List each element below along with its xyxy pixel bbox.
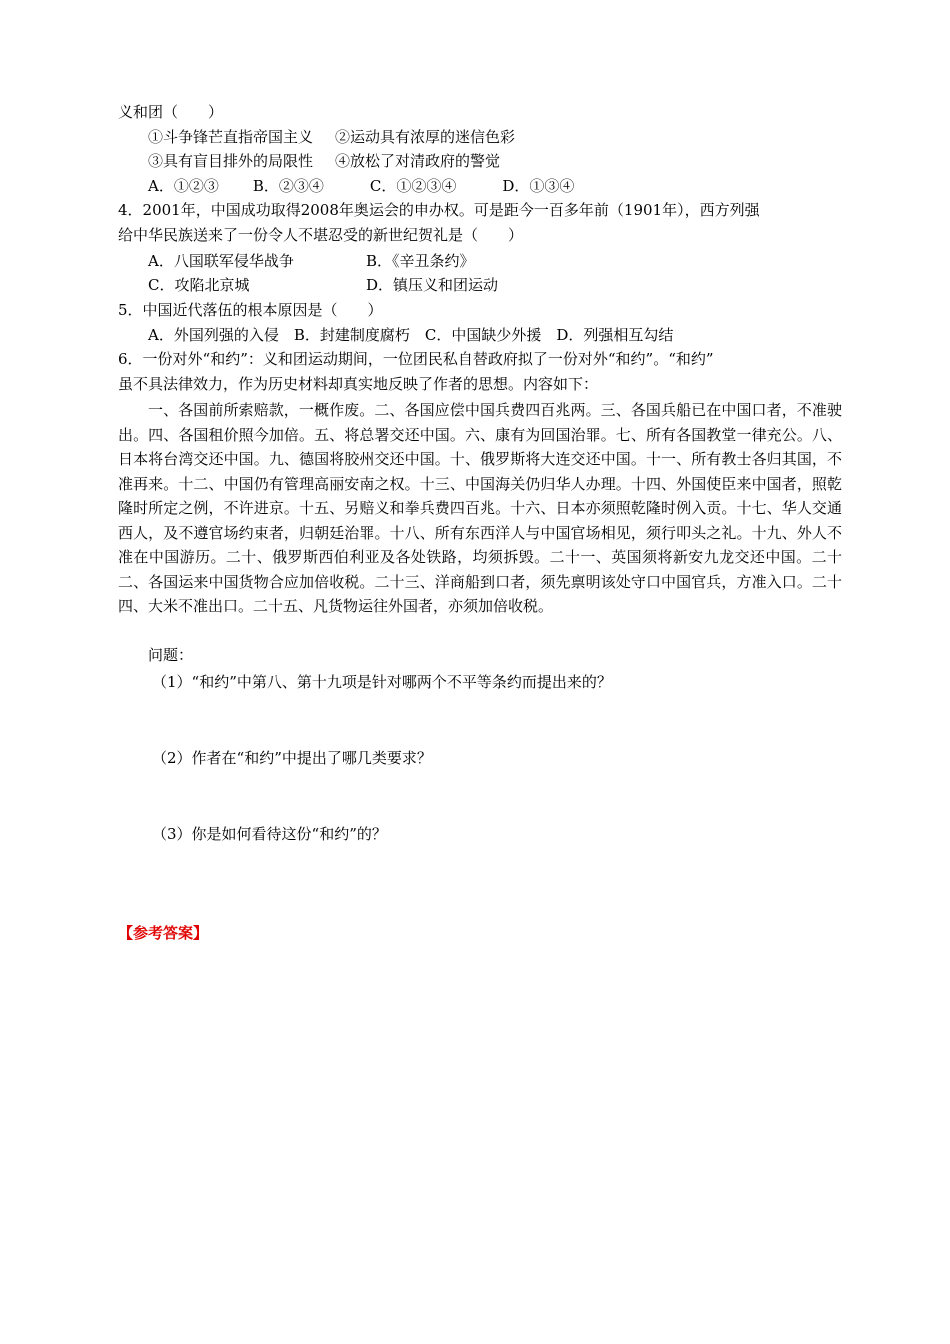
q3-choice-d: D．①③④ <box>502 177 575 195</box>
q3-stem-tail: 义和团（ ） <box>118 103 224 121</box>
q3-choice-a: A．①②③ <box>148 177 219 195</box>
q5-stem: 5．中国近代落伍的根本原因是（ ） <box>118 301 383 319</box>
q3-choice-c: C．①②③④ <box>369 177 457 195</box>
q5-choices: A．外国列强的入侵 B．封建制度腐朽 C．中国缺少外援 D．列强相互勾结 <box>148 326 674 344</box>
q4-stem-line-1: 4．2001年，中国成功取得2008年奥运会的申办权。可是距今一百多年前（1901年），西方列强 <box>118 201 760 219</box>
q3-option-3: ③具有盲目排外的局限性 <box>148 152 314 170</box>
q6-sub-question-3: （3）你是如何看待这份“和约”的？ <box>152 825 387 843</box>
q3-choice-b: B．②③④ <box>252 177 324 195</box>
q4-choice-a: A．八国联军侵华战争 <box>148 252 294 270</box>
q3-options-row-1 <box>148 125 515 149</box>
q6-stem-line-2: 虽不具法律效力，作为历史材料却真实地反映了作者的思想。内容如下： <box>118 375 599 393</box>
q6-questions-label: 问题： <box>148 646 194 664</box>
q4-choice-d: D．镇压义和团运动 <box>366 276 499 294</box>
q3-option-2: ②运动具有浓厚的迷信色彩 <box>335 128 516 146</box>
q4-choice-b: B．《辛丑条约》 <box>366 252 475 270</box>
q4-choices-row-2 <box>148 273 498 297</box>
q4-stem-line-2: 给中华民族送来了一份令人不堪忍受的新世纪贺礼是（ ） <box>118 226 524 244</box>
q3-options-row-2 <box>148 149 500 173</box>
q3-option-1: ①斗争锋芒直指帝国主义 <box>148 128 314 146</box>
q6-passage: 一、各国前所索赔款，一概作废。二、各国应偿中国兵费四百兆两。三、各国兵船已在中国口者，不准驶出。四、各国租价照今加倍。五、将总署交还中国。六、康有为回国治罪。七、所有各国教堂一律充公。八、日本将台湾交还中国。九、德国将胶州交还中国。十、俄罗斯将大连交还中国。十一、所有教士各归其国，不准再来。十二、中国仍有管理高丽安南之权。十三、中国海关仍归华人办理。十四、外国使臣来中国者，照乾隆时所定之例，不许进京。十五、另赔义和拳兵费四百兆。十六、日本亦须照乾隆时例入贡。十七、华人交通西人，及不遵官场约束者，归朝廷治罪。十八、所有东西洋人与中国官场相见，须行叩头之礼。十九、外人不准在中国游历。二十、俄罗斯西伯利亚及各处铁路，均须拆毁。二十一、英国须将新安九龙交还中国。二十二、各国运来中国货物合应加倍收税。二十三、洋商船到口者，须先禀明该处守口中国官兵，方准入口。二十四、大米不准出口。二十五、凡货物运往外国者，亦须加倍收税。 <box>118 401 842 615</box>
q3-choices-row <box>148 174 574 198</box>
answer-heading: 【参考答案】 <box>118 924 209 942</box>
q4-choices-row-1 <box>148 249 475 273</box>
q3-option-4: ④放松了对清政府的警觉 <box>335 152 501 170</box>
q6-sub-question-2: （2）作者在“和约”中提出了哪几类要求？ <box>152 749 432 767</box>
q6-sub-question-1: （1）“和约”中第八、第十九项是针对哪两个不平等条约而提出来的？ <box>152 673 612 691</box>
q6-stem-line-1: 6．一份对外“和约”：义和团运动期间，一位团民私自替政府拟了一份对外“和约”。“和约” <box>118 350 714 368</box>
q4-choice-c: C．攻陷北京城 <box>148 276 250 294</box>
